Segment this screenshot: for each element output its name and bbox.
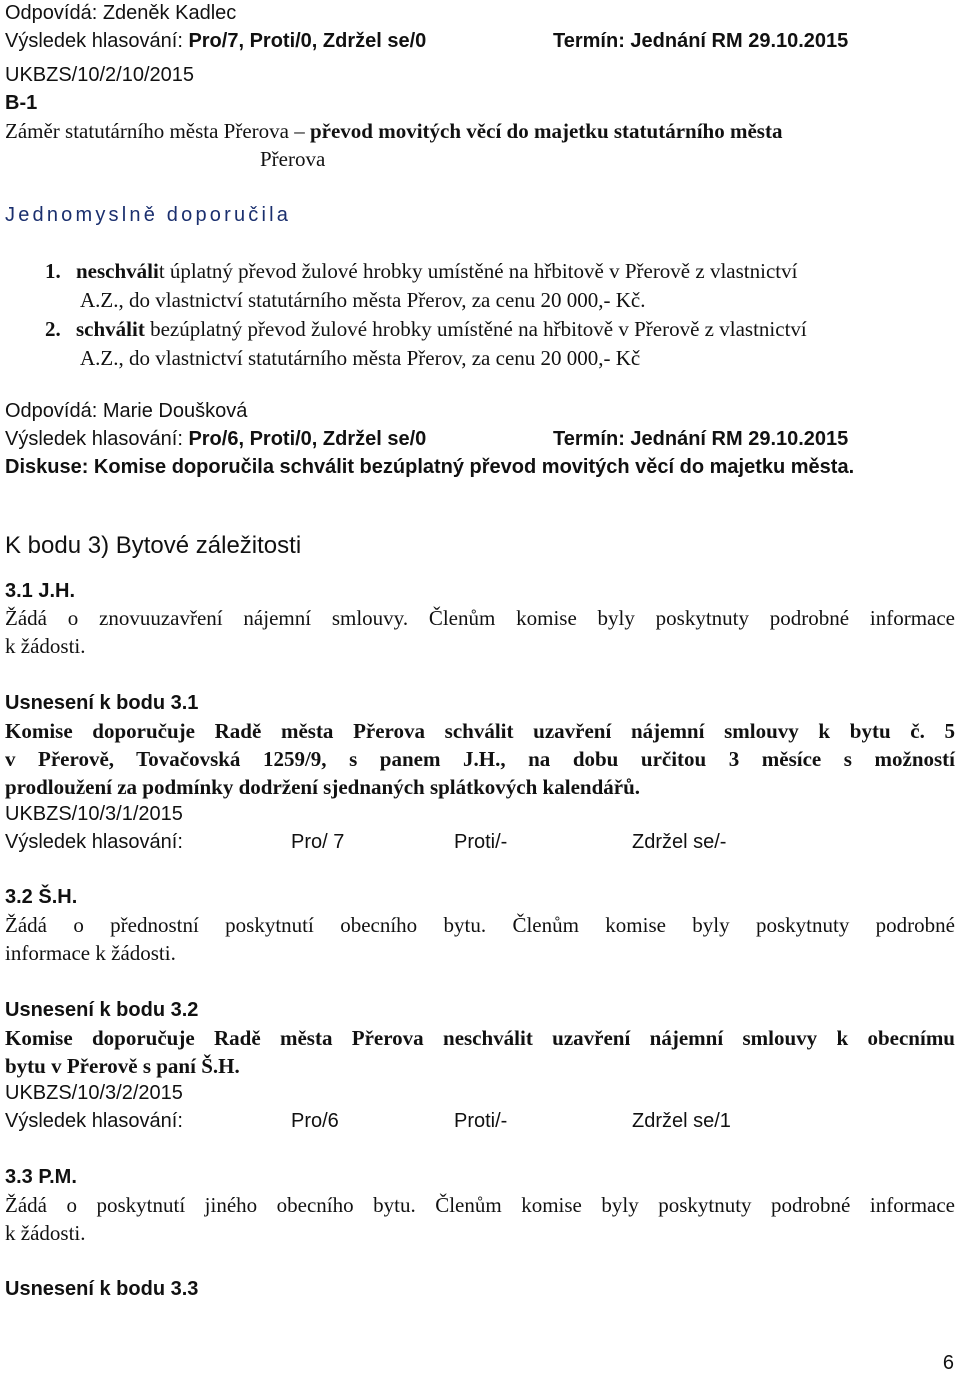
intent-continuation: Přerova [260, 147, 326, 171]
resolution-code: UKBZS/10/3/2/2015 [5, 1082, 183, 1104]
item-text-cont: informace k žádosti. [5, 941, 176, 965]
vote-line-2 [5, 426, 426, 452]
intent-line [5, 118, 955, 144]
rec-text: t úplatný převod žulové hrobky umístěné na hřbitově v Přerově z vlastnictví [158, 259, 798, 283]
vote-pro: Pro/ 7 [291, 831, 345, 853]
resolution-text: Komise doporučuje Radě města Přerova neschválit uzavření nájemní smlouvy k obecnímu [5, 1026, 955, 1050]
vote-label: Výsledek hlasování: [5, 1110, 183, 1132]
recommend-heading: Jednomyslně doporučila [5, 204, 292, 226]
responsible-line-2: Odpovídá: Marie Doušková [5, 400, 248, 422]
vote-zdrzel: Zdržel se/1 [632, 1110, 731, 1132]
rec-verb: schválit [76, 317, 145, 341]
discussion: Diskuse: Komise doporučila schválit bezúplatný převod movitých věcí do majetku města. [5, 456, 855, 478]
item-code: B-1 [5, 92, 38, 114]
item-text: Žádá o poskytnutí jiného obecního bytu. Členům komise byly poskytnuty podrobné informace [5, 1193, 955, 1217]
intent-prefix: Záměr statutárního města Přerova – [5, 119, 310, 143]
resolution-text: prodloužení za podmínky dodržení sjednaných splátkových kalendářů. [5, 775, 640, 799]
item-text-cont: k žádosti. [5, 634, 86, 658]
item-id: 3.2 Š.H. [5, 886, 78, 908]
resolution-title: Usnesení k bodu 3.1 [5, 692, 199, 714]
recommendation-1-cont: A.Z., do vlastnictví statutárního města Přerov, za cenu 20 000,- Kč. [80, 288, 646, 312]
recommendation-1 [45, 258, 797, 284]
intent-bold: převod movitých věcí do majetku statutárního města [309, 119, 783, 143]
page-number: 6 [942, 1352, 954, 1374]
resolution-text: bytu v Přerově s paní Š.H. [5, 1054, 240, 1078]
vote-line [5, 28, 426, 54]
deadline-2: Termín: Jednání RM 29.10.2015 [553, 428, 849, 450]
rec-number: 1. [45, 259, 61, 283]
vote-proti: Proti/- [454, 831, 508, 853]
vote-label: Výsledek hlasování: [5, 428, 189, 450]
resolution-text: v Přerově, Tovačovská 1259/9, s panem J.H., na dobu určitou 3 měsíce s možností [5, 747, 955, 771]
item-text-cont: k žádosti. [5, 1221, 86, 1245]
vote-pro: Pro/6 [291, 1110, 339, 1132]
item-id: 3.1 J.H. [5, 580, 76, 602]
recommendation-2-cont: A.Z., do vlastnictví statutárního města Přerov, za cenu 20 000,- Kč [80, 346, 641, 370]
resolution-code: UKBZS/10/2/10/2015 [5, 64, 195, 86]
section-heading: K bodu 3) Bytové záležitosti [5, 532, 302, 559]
vote-label: Výsledek hlasování: [5, 831, 183, 853]
vote-proti: Proti/- [454, 1110, 508, 1132]
recommendation-2 [45, 316, 807, 342]
resolution-code: UKBZS/10/3/1/2015 [5, 803, 183, 825]
vote-zdrzel: Zdržel se/- [632, 831, 727, 853]
vote-label: Výsledek hlasování: [5, 30, 189, 52]
item-id: 3.3 P.M. [5, 1166, 77, 1188]
rec-number: 2. [45, 317, 61, 341]
resolution-title: Usnesení k bodu 3.2 [5, 999, 199, 1021]
rec-text: bezúplatný převod žulové hrobky umístěné na hřbitově v Přerově z vlastnictví [144, 317, 807, 341]
responsible-line: Odpovídá: Zdeněk Kadlec [5, 2, 237, 24]
vote-result: Pro/6, Proti/0, Zdržel se/0 [188, 428, 427, 450]
deadline: Termín: Jednání RM 29.10.2015 [553, 30, 849, 52]
resolution-title: Usnesení k bodu 3.3 [5, 1278, 199, 1300]
rec-verb: neschváli [76, 259, 159, 283]
item-text: Žádá o znovuuzavření nájemní smlouvy. Členům komise byly poskytnuty podrobné informace [5, 606, 955, 630]
vote-result: Pro/7, Proti/0, Zdržel se/0 [188, 30, 427, 52]
resolution-text: Komise doporučuje Radě města Přerova schválit uzavření nájemní smlouvy k bytu č. 5 [5, 719, 955, 743]
item-text: Žádá o přednostní poskytnutí obecního bytu. Členům komise byly poskytnuty podrobné [5, 913, 955, 937]
